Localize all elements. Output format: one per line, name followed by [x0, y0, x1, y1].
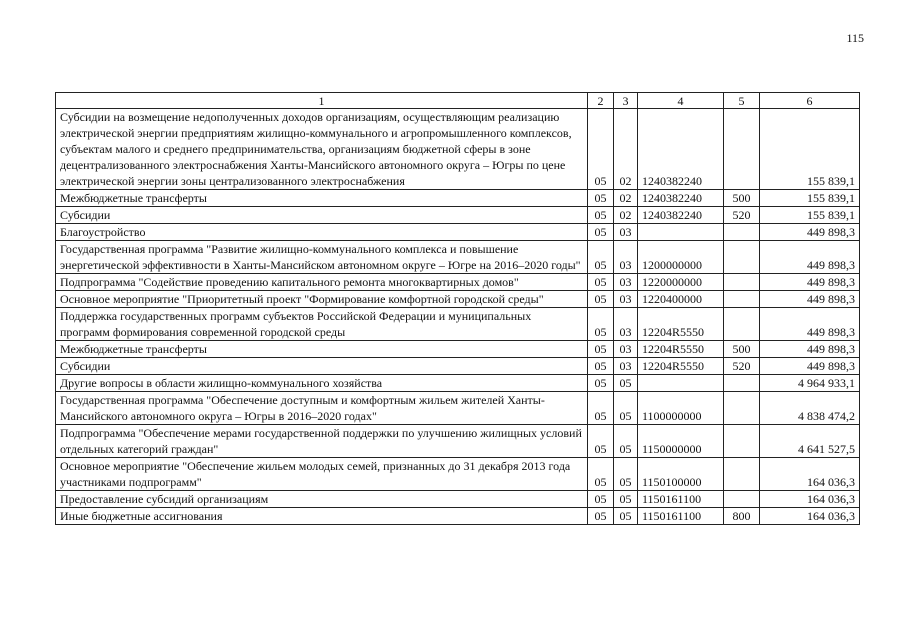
row-amount-cell: 155 839,1 [760, 109, 860, 190]
column-header-section: 2 [588, 93, 614, 109]
row-subsection-cell: 02 [614, 190, 638, 207]
row-subsection-cell: 03 [614, 224, 638, 241]
row-section-cell: 05 [588, 207, 614, 224]
row-amount-cell: 155 839,1 [760, 190, 860, 207]
row-name-cell: Субсидии [56, 358, 588, 375]
row-expense-type-cell [724, 308, 760, 341]
row-target-code-cell: 1100000000 [638, 392, 724, 425]
row-name-cell: Подпрограмма "Обеспечение мерами государственной поддержки по улучшению жилищных условий отдельных категорий граждан" [56, 425, 588, 458]
row-amount-cell: 164 036,3 [760, 508, 860, 525]
row-expense-type-cell [724, 425, 760, 458]
row-target-code-cell: 1220400000 [638, 291, 724, 308]
row-expense-type-cell [724, 458, 760, 491]
row-section-cell: 05 [588, 358, 614, 375]
row-target-code-cell: 1240382240 [638, 207, 724, 224]
row-amount-cell: 449 898,3 [760, 341, 860, 358]
row-target-code-cell: 1240382240 [638, 109, 724, 190]
column-header-name: 1 [56, 93, 588, 109]
row-target-code-cell: 1150161100 [638, 491, 724, 508]
row-section-cell: 05 [588, 308, 614, 341]
row-name-cell: Государственная программа "Обеспечение доступным и комфортным жильем жителей Ханты-Мансийского автономного округа – Югры в 2016–2020 годах" [56, 392, 588, 425]
row-target-code-cell: 1150000000 [638, 425, 724, 458]
row-name-cell: Благоустройство [56, 224, 588, 241]
row-expense-type-cell: 500 [724, 190, 760, 207]
row-subsection-cell: 02 [614, 109, 638, 190]
row-subsection-cell: 03 [614, 241, 638, 274]
row-expense-type-cell [724, 274, 760, 291]
row-subsection-cell: 03 [614, 358, 638, 375]
row-section-cell: 05 [588, 458, 614, 491]
row-subsection-cell: 05 [614, 375, 638, 392]
table-row [56, 308, 860, 341]
row-name-cell: Основное мероприятие "Обеспечение жильем молодых семей, признанных до 31 декабря 2013 года участниками подпрограмм" [56, 458, 588, 491]
row-section-cell: 05 [588, 190, 614, 207]
row-amount-cell: 164 036,3 [760, 491, 860, 508]
row-target-code-cell: 12204R5550 [638, 341, 724, 358]
row-name-cell: Государственная программа "Развитие жилищно-коммунального комплекса и повышение энергетической эффективности в Ханты-Мансийском автономном округе – Югре на 2016–2020 годы" [56, 241, 588, 274]
row-subsection-cell: 05 [614, 425, 638, 458]
row-target-code-cell: 1150161100 [638, 508, 724, 525]
row-name-cell: Другие вопросы в области жилищно-коммунального хозяйства [56, 375, 588, 392]
table-row [56, 109, 860, 190]
row-name-cell: Субсидии [56, 207, 588, 224]
row-name-cell: Межбюджетные трансферты [56, 190, 588, 207]
row-name-cell: Иные бюджетные ассигнования [56, 508, 588, 525]
table-row [56, 341, 860, 358]
table-row [56, 508, 860, 525]
table-header-row [56, 93, 860, 109]
row-expense-type-cell: 520 [724, 358, 760, 375]
row-name-cell: Основное мероприятие "Приоритетный проект "Формирование комфортной городской среды" [56, 291, 588, 308]
table-row [56, 425, 860, 458]
column-header-subsection: 3 [614, 93, 638, 109]
row-subsection-cell: 03 [614, 291, 638, 308]
row-section-cell: 05 [588, 392, 614, 425]
table-row [56, 291, 860, 308]
table-row [56, 190, 860, 207]
table-row [56, 458, 860, 491]
row-target-code-cell: 12204R5550 [638, 358, 724, 375]
table-body [56, 109, 860, 525]
budget-table [55, 92, 860, 525]
row-expense-type-cell [724, 491, 760, 508]
table-row [56, 241, 860, 274]
row-subsection-cell: 05 [614, 392, 638, 425]
column-header-expense-type: 5 [724, 93, 760, 109]
row-amount-cell: 449 898,3 [760, 308, 860, 341]
row-expense-type-cell [724, 241, 760, 274]
row-section-cell: 05 [588, 241, 614, 274]
row-subsection-cell: 03 [614, 274, 638, 291]
row-name-cell: Субсидии на возмещение недополученных доходов организациям, осуществляющим реализацию электрической энергии предприятиям жилищно-коммунального и агропромышленного комплексов, субъектам малого и среднего предпринимательства, организациям бюджетной сферы в зоне децентрализованного электроснабжения Ханты-Мансийского автономного округа – Югры по цене электрической энергии зоны централизованного электроснабжения [56, 109, 588, 190]
row-expense-type-cell [724, 109, 760, 190]
row-subsection-cell: 02 [614, 207, 638, 224]
table-row [56, 207, 860, 224]
row-target-code-cell: 1240382240 [638, 190, 724, 207]
table-row [56, 274, 860, 291]
row-target-code-cell: 1220000000 [638, 274, 724, 291]
row-amount-cell: 155 839,1 [760, 207, 860, 224]
row-subsection-cell: 05 [614, 458, 638, 491]
row-section-cell: 05 [588, 291, 614, 308]
row-expense-type-cell [724, 392, 760, 425]
row-amount-cell: 4 838 474,2 [760, 392, 860, 425]
table-row [56, 491, 860, 508]
row-subsection-cell: 03 [614, 308, 638, 341]
row-expense-type-cell [724, 224, 760, 241]
row-section-cell: 05 [588, 224, 614, 241]
row-expense-type-cell: 800 [724, 508, 760, 525]
row-amount-cell: 449 898,3 [760, 358, 860, 375]
row-target-code-cell [638, 224, 724, 241]
page-number: 115 [846, 31, 864, 45]
row-amount-cell: 449 898,3 [760, 241, 860, 274]
row-subsection-cell: 05 [614, 508, 638, 525]
table-row [56, 224, 860, 241]
row-target-code-cell: 1200000000 [638, 241, 724, 274]
row-section-cell: 05 [588, 375, 614, 392]
row-section-cell: 05 [588, 274, 614, 291]
row-amount-cell: 164 036,3 [760, 458, 860, 491]
row-target-code-cell: 1150100000 [638, 458, 724, 491]
row-name-cell: Подпрограмма "Содействие проведению капитального ремонта многоквартирных домов" [56, 274, 588, 291]
row-section-cell: 05 [588, 425, 614, 458]
row-amount-cell: 449 898,3 [760, 224, 860, 241]
row-target-code-cell [638, 375, 724, 392]
row-section-cell: 05 [588, 341, 614, 358]
row-name-cell: Поддержка государственных программ субъектов Российской Федерации и муниципальных программ формирования современной городской среды [56, 308, 588, 341]
row-expense-type-cell [724, 291, 760, 308]
column-header-amount: 6 [760, 93, 860, 109]
row-name-cell: Межбюджетные трансферты [56, 341, 588, 358]
row-expense-type-cell [724, 375, 760, 392]
row-amount-cell: 4 641 527,5 [760, 425, 860, 458]
row-amount-cell: 449 898,3 [760, 291, 860, 308]
row-expense-type-cell: 500 [724, 341, 760, 358]
table-row [56, 358, 860, 375]
table-row [56, 392, 860, 425]
row-target-code-cell: 12204R5550 [638, 308, 724, 341]
row-amount-cell: 4 964 933,1 [760, 375, 860, 392]
row-section-cell: 05 [588, 508, 614, 525]
column-header-target-code: 4 [638, 93, 724, 109]
row-subsection-cell: 03 [614, 341, 638, 358]
row-name-cell: Предоставление субсидий организациям [56, 491, 588, 508]
row-amount-cell: 449 898,3 [760, 274, 860, 291]
row-expense-type-cell: 520 [724, 207, 760, 224]
row-section-cell: 05 [588, 109, 614, 190]
table-row [56, 375, 860, 392]
row-section-cell: 05 [588, 491, 614, 508]
row-subsection-cell: 05 [614, 491, 638, 508]
